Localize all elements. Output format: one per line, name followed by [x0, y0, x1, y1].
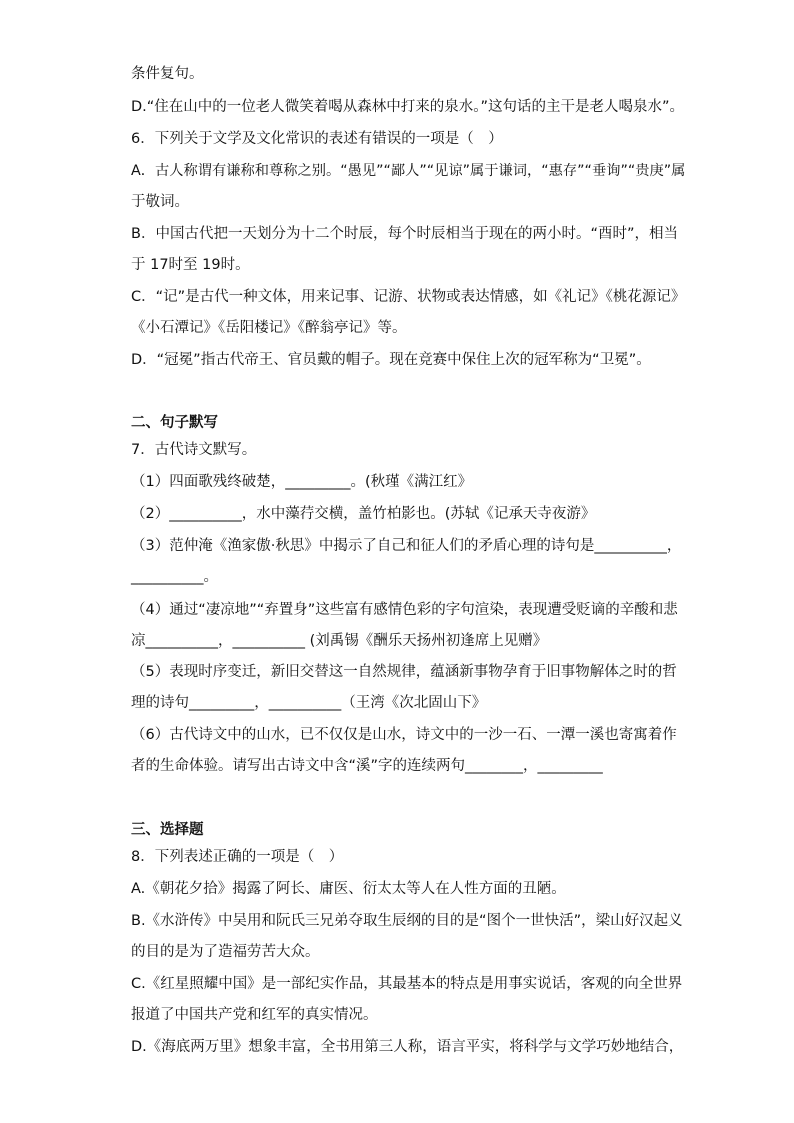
- q8-option-b: B.《水浒传》中吴用和阮氏三兄弟夺取生辰纲的目的是“图个一世快活”，梁山好汉起义: [131, 913, 683, 929]
- q6-option-c-cont: 《小石潭记》《岳阳楼记》《醉翁亭记》等。: [131, 320, 407, 336]
- q6-option-c: C．“记”是古代一种文体，用来记事、记游、状物或表达情感，如《礼记》《桃花源记》: [131, 289, 686, 305]
- q6-stem: 6．下列关于文学及文化常识的表述有错误的一项是（ ）: [131, 131, 503, 147]
- section-heading-choice: 三、选择题: [131, 822, 204, 838]
- q7-item-6: （6）古代诗文中的山水，已不仅仅是山水，诗文中的一沙一石、一潭一溪也寄寓着作: [131, 727, 677, 743]
- q7-item-4: （4）通过“凄凉地”“弃置身”这些富有感情色彩的字句渲染，表现遭受贬谪的辛酸和悲: [131, 602, 678, 618]
- q7-item-6-cont: 者的生命体验。请写出古诗文中含“溪”字的连续两句________，_________: [131, 758, 603, 774]
- q6-option-a: A．古人称谓有谦称和尊称之别。“愚见”“鄙人”“见谅”属于谦词，“惠存”“垂询”“贵庚”属: [131, 163, 686, 179]
- q8-stem: 8．下列表述正确的一项是（ ）: [131, 849, 344, 865]
- q6-option-b: B．中国古代把一天划分为十二个时辰，每个时辰相当于现在的两小时。“酉时”，相当: [131, 226, 678, 242]
- q6-option-a-cont: 于敬词。: [131, 194, 189, 210]
- q7-item-1: （1）四面歌残终破楚，_________。(秋瑾《满江红》: [131, 474, 473, 490]
- q7-item-3: （3）范仲淹《渔家傲·秋思》中揭示了自己和征人们的矛盾心理的诗句是__________，: [131, 538, 682, 554]
- q7-item-5: （5）表现时序变迁，新旧交替这一自然规律，蕴涵新事物孕育于旧事物解体之时的哲: [131, 664, 677, 680]
- q7-item-5-cont: 理的诗句_________，__________（王湾《次北固山下》: [131, 695, 487, 711]
- q8-option-b-cont: 的目的是为了造福劳苦大众。: [131, 944, 320, 960]
- q5-option-d: D.“住在山中的一位老人微笑着喝从森林中打来的泉水。”这句话的主干是老人喝泉水”。: [131, 99, 685, 115]
- q5-continuation: 条件复句。: [131, 66, 204, 82]
- section-heading-dictation: 二、句子默写: [131, 415, 218, 431]
- q6-option-b-cont: 于 17时至 19时。: [131, 257, 250, 273]
- q6-option-d: D．“冠冕”指古代帝王、官员戴的帽子。现在竞赛中保住上次的冠军称为“卫冕”。: [131, 352, 651, 368]
- q8-option-c-cont: 报道了中国共产党和红军的真实情况。: [131, 1007, 378, 1023]
- q8-option-d: D.《海底两万里》想象丰富，全书用第三人称，语言平实，将科学与文学巧妙地结合，: [131, 1039, 684, 1055]
- q7-item-3-cont: __________。: [131, 569, 218, 585]
- q7-item-2: （2）__________，水中藻荇交横，盖竹柏影也。(苏轼《记承天寺夜游》: [131, 506, 596, 522]
- q8-option-a: A.《朝花夕拾》揭露了阿长、庸医、衍太太等人在人性方面的丑陋。: [131, 881, 566, 897]
- q7-item-4-cont: 凉__________，__________ (刘禹锡《酬乐天扬州初逢席上见赠》: [131, 633, 548, 649]
- q8-option-c: C.《红星照耀中国》是一部纪实作品，其最基本的特点是用事实说话，客观的向全世界: [131, 976, 683, 992]
- q7-stem: 7．古代诗文默写。: [131, 442, 257, 458]
